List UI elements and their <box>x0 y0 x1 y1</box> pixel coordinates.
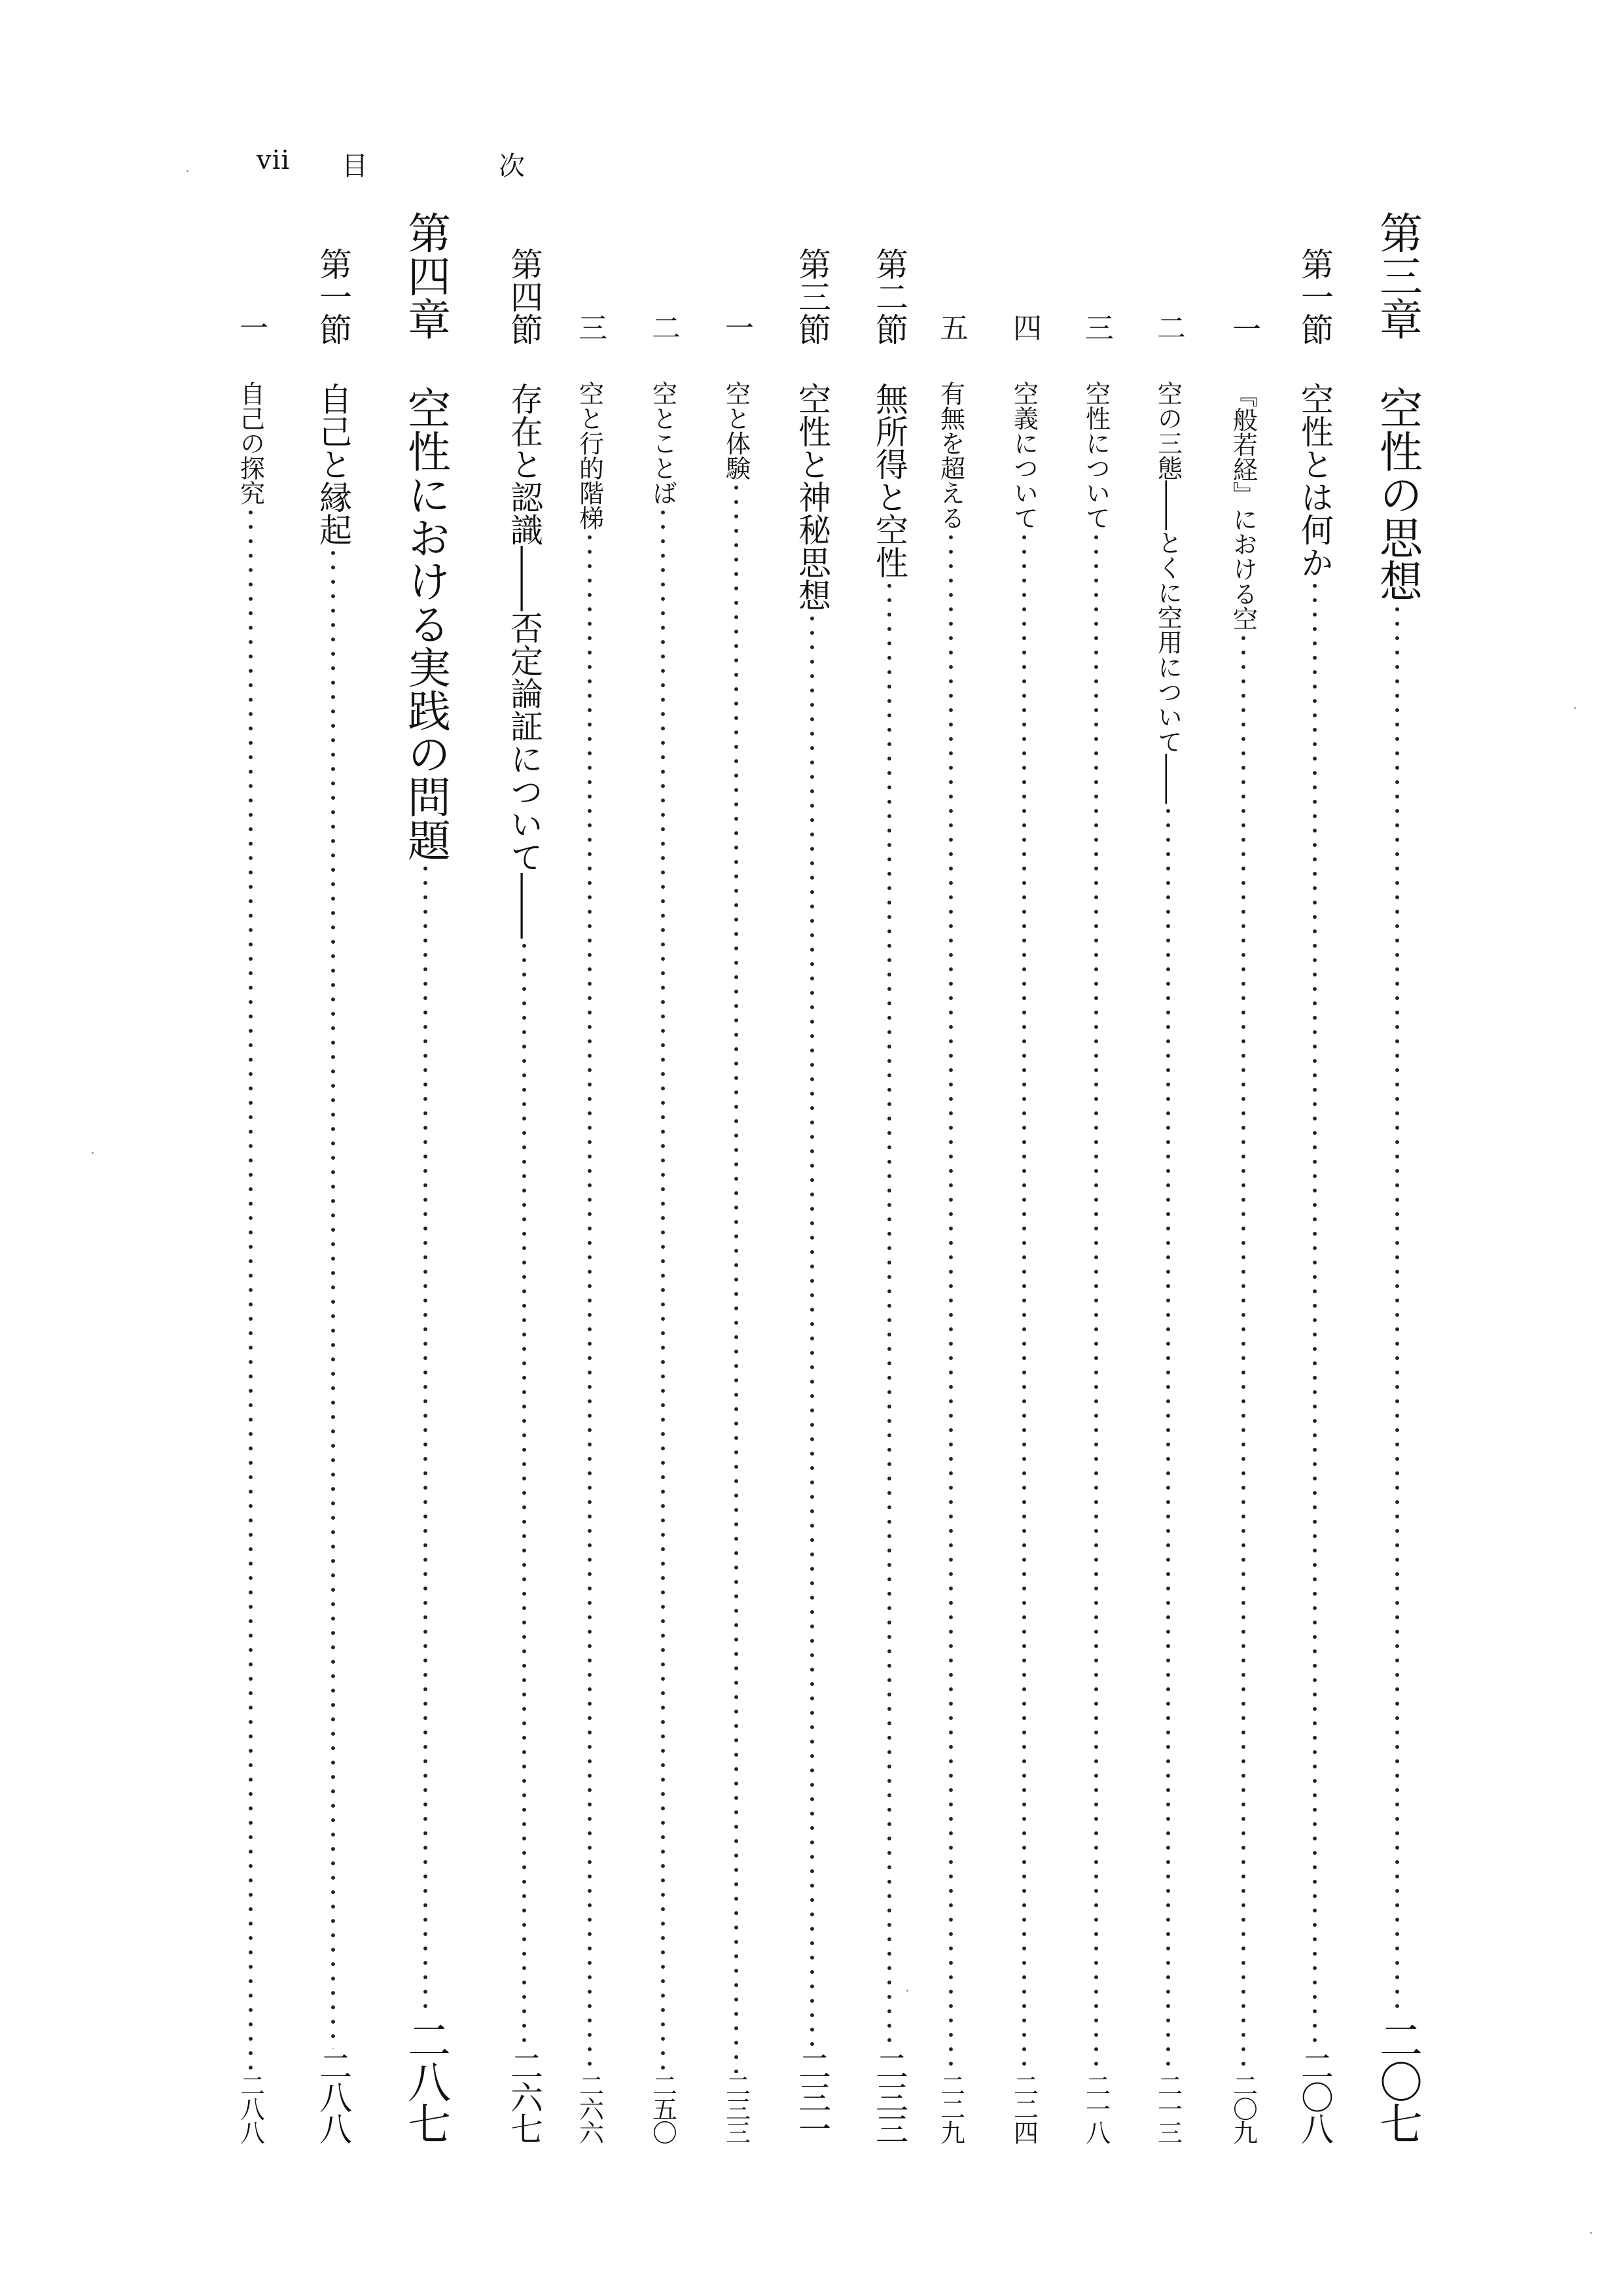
toc-entry-item <box>1080 313 1113 2144</box>
toc-entry-number: 四 <box>1008 313 1041 342</box>
toc-entry-title: 空義について <box>1009 381 1039 530</box>
toc-entry-number: 五 <box>935 313 968 342</box>
toc-entry-page: 二一八 <box>1081 2073 1111 2144</box>
toc-entry-number: 二 <box>647 313 680 342</box>
toc-entry-number: 第三章 <box>1372 211 1423 340</box>
toc-entry-page: 二八七 <box>400 2018 451 2144</box>
toc-entry-page: 二三三 <box>870 2049 908 2144</box>
dot-leader <box>810 611 814 2049</box>
dot-leader <box>588 530 592 2073</box>
toc-entry-section <box>313 247 353 2144</box>
toc-entry-page: 二二四 <box>1009 2073 1039 2144</box>
toc-entry-title: 自己の探究 <box>236 381 265 505</box>
dot-leader <box>1166 804 1170 2073</box>
toc-entry-number: 一 <box>720 313 753 342</box>
page-number: vii <box>257 145 291 175</box>
toc-entry-number: 三 <box>573 313 607 342</box>
scan-speck <box>906 1990 908 1992</box>
toc-entry-item <box>647 313 679 2144</box>
toc-entry-title: 『般若経』における空 <box>1228 382 1258 631</box>
toc-entry-item <box>1152 313 1185 2144</box>
toc-entry-number: 第一節 <box>314 247 352 346</box>
toc-entry-page: 二五〇 <box>648 2073 677 2144</box>
toc-entry-page: 二一三 <box>1153 2073 1183 2144</box>
running-header-ji: 次 <box>499 151 525 181</box>
scan-speck <box>1590 2232 1592 2234</box>
toc-entry-title: 空性とは何か <box>1296 382 1334 579</box>
toc-entry-title: 存在と認識――否定論証について―― <box>505 382 543 939</box>
toc-entry-number: 第四章 <box>400 211 451 340</box>
toc-entry-number: 第二節 <box>870 247 908 346</box>
toc-entry-page: 二三一 <box>793 2049 831 2144</box>
dot-leader <box>1313 579 1317 2049</box>
toc-entry-number: 第四節 <box>505 247 543 346</box>
toc-entry-page: 二六六 <box>575 2073 604 2144</box>
toc-entry-page: 二三三 <box>721 2073 751 2144</box>
toc-entry-title: 空とことば <box>648 381 677 505</box>
toc-entry-page: 二六七 <box>505 2049 543 2144</box>
toc-entry-number: 一 <box>234 313 268 342</box>
dot-leader <box>1022 530 1026 2073</box>
dot-leader <box>522 939 526 2049</box>
toc-entry-title: 無所得と空性 <box>870 382 908 579</box>
toc-entry-title: 空性の思想 <box>1372 386 1423 602</box>
scan-speck <box>1574 707 1576 709</box>
toc-entry-item <box>1008 313 1041 2144</box>
toc-entry-section <box>1294 247 1335 2144</box>
toc-entry-number: 第一節 <box>1296 247 1334 346</box>
running-header-moku: 目 <box>342 151 368 181</box>
toc-entry-item <box>720 313 753 2144</box>
toc-entry-page: 二〇九 <box>1228 2073 1258 2144</box>
toc-entry-page: 二八八 <box>314 2049 352 2144</box>
toc-entry-number: 一 <box>1227 314 1260 343</box>
toc-entry-number: 第三節 <box>793 247 831 346</box>
dot-leader <box>1395 602 1399 2018</box>
toc-entry-number: 三 <box>1080 313 1113 342</box>
dot-leader <box>423 861 427 2018</box>
toc-entry-title: 空と体験 <box>721 381 751 480</box>
toc-entry-number: 二 <box>1152 313 1185 342</box>
toc-entry-page: 二〇七 <box>1372 2018 1423 2144</box>
toc-entry-page: 二八八 <box>236 2073 265 2144</box>
toc-entry-section <box>792 247 832 2144</box>
dot-leader <box>661 505 665 2073</box>
toc-entry-title: 自己と縁起 <box>314 382 352 546</box>
dot-leader <box>1241 631 1245 2073</box>
toc-entry-title: 空性における実践の問題 <box>400 386 451 861</box>
toc-entry-title: 空性と神秘思想 <box>793 382 831 611</box>
toc-entry-title: 空の三態――とくに空用について―― <box>1153 381 1183 804</box>
dot-leader <box>331 546 335 2049</box>
scan-speck <box>92 1152 94 1154</box>
toc-entry-section <box>869 247 910 2144</box>
toc-entry-item <box>935 313 967 2144</box>
toc-entry-item <box>1227 314 1260 2144</box>
toc-entry-chapter <box>1371 211 1423 2144</box>
toc-entry-title: 有無を超える <box>936 381 965 530</box>
scan-speck <box>187 170 188 172</box>
toc-entry-page: 二〇八 <box>1296 2049 1334 2144</box>
toc-entry-title: 空と行的階梯 <box>575 381 604 530</box>
dot-leader <box>249 505 253 2073</box>
toc-entry-item <box>234 313 267 2144</box>
toc-entry-title: 空性について <box>1081 381 1111 530</box>
dot-leader <box>1094 530 1098 2073</box>
dot-leader <box>949 530 953 2073</box>
dot-leader <box>734 480 738 2073</box>
toc-entry-section <box>504 247 544 2144</box>
toc-entry-chapter <box>399 211 452 2144</box>
toc-entry-item <box>573 313 606 2144</box>
dot-leader <box>887 579 891 2049</box>
toc-entry-page: 二二九 <box>936 2073 965 2144</box>
